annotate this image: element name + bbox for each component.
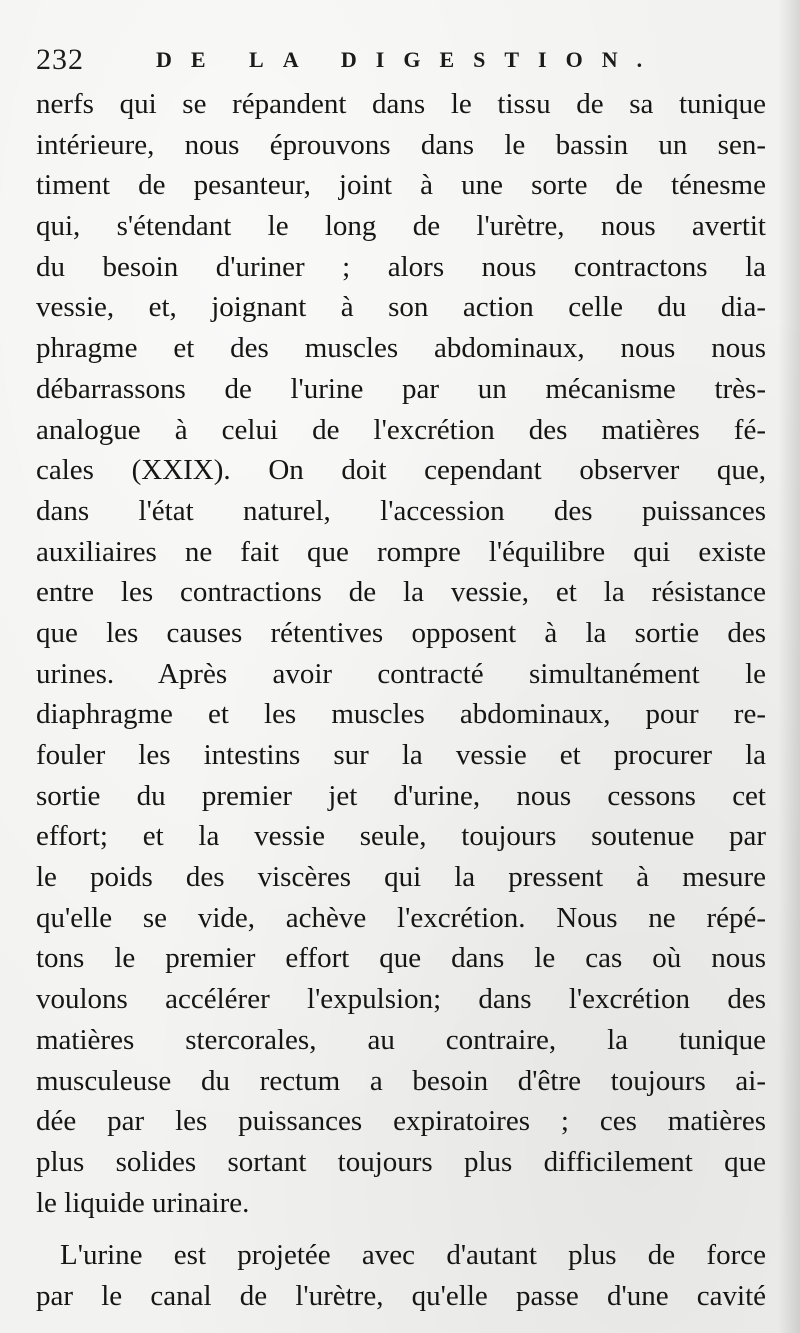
- text-line: dans l'état naturel, l'accession des puissances: [36, 494, 766, 527]
- paragraph-gap: [36, 1223, 766, 1235]
- running-title: DE LA DIGESTION.: [156, 47, 662, 72]
- text-line: débarrassons de l'urine par un mécanisme très-: [36, 372, 766, 405]
- paragraph-2: [36, 1235, 766, 1316]
- text-line: nerfs qui se répandent dans le tissu de sa tunique: [36, 88, 766, 120]
- text-line: matières stercorales, au contraire, la tunique: [36, 1023, 766, 1056]
- text-line: sortie du premier jet d'urine, nous cessons cet: [36, 779, 766, 812]
- text-line: le poids des viscères qui la pressent à mesure: [36, 861, 766, 894]
- text-line: timent de pesanteur, joint à une sorte de ténesme: [36, 169, 766, 202]
- text-line: vessie, et, joignant à son action celle du dia-: [36, 291, 766, 324]
- text-line: voulons accélérer l'expulsion; dans l'excrétion des: [36, 983, 766, 1016]
- text-line: le liquide urinaire.: [36, 1186, 250, 1219]
- text-line: plus solides sortant toujours plus difficilement que: [36, 1145, 766, 1178]
- text-line: qui, s'étendant le long de l'urètre, nous avertit: [36, 210, 766, 243]
- text-line: urines. Après avoir contracté simultanément le: [36, 657, 766, 690]
- text-line: analogue à celui de l'excrétion des matières fé-: [36, 413, 766, 446]
- text-line: par le canal de l'urètre, qu'elle passe d'une cavité: [36, 1279, 766, 1312]
- text-line: L'urine est projetée avec d'autant plus de force: [60, 1239, 766, 1272]
- text-line: tons le premier effort que dans le cas où nous: [36, 942, 766, 975]
- text-line: phragme et des muscles abdominaux, nous nous: [36, 332, 766, 365]
- text-line: entre les contractions de la vessie, et la résistance: [36, 576, 766, 609]
- text-line: effort; et la vessie seule, toujours soutenue par: [36, 820, 766, 853]
- text-line: dée par les puissances expiratoires ; ces matières: [36, 1105, 766, 1138]
- text-line: fouler les intestins sur la vessie et procurer la: [36, 739, 766, 771]
- paragraph-1: [36, 84, 766, 1223]
- text-line: qu'elle se vide, achève l'excrétion. Nous ne répé-: [36, 901, 766, 934]
- text-line: intérieure, nous éprouvons dans le bassin un sen-: [36, 128, 766, 161]
- page-number: 232: [36, 43, 84, 76]
- running-head: [36, 40, 776, 80]
- text-line: musculeuse du rectum a besoin d'être toujours ai-: [36, 1064, 766, 1097]
- text-line: auxiliaires ne fait que rompre l'équilibre qui existe: [36, 535, 766, 568]
- text-line: diaphragme et les muscles abdominaux, pour re-: [36, 698, 766, 731]
- text-line: cales (XXIX). On doit cependant observer que,: [36, 454, 766, 487]
- text-line: du besoin d'uriner ; alors nous contractons la: [36, 250, 766, 283]
- body-text: [36, 84, 766, 1317]
- text-line: que les causes rétentives opposent à la sortie des: [36, 616, 766, 649]
